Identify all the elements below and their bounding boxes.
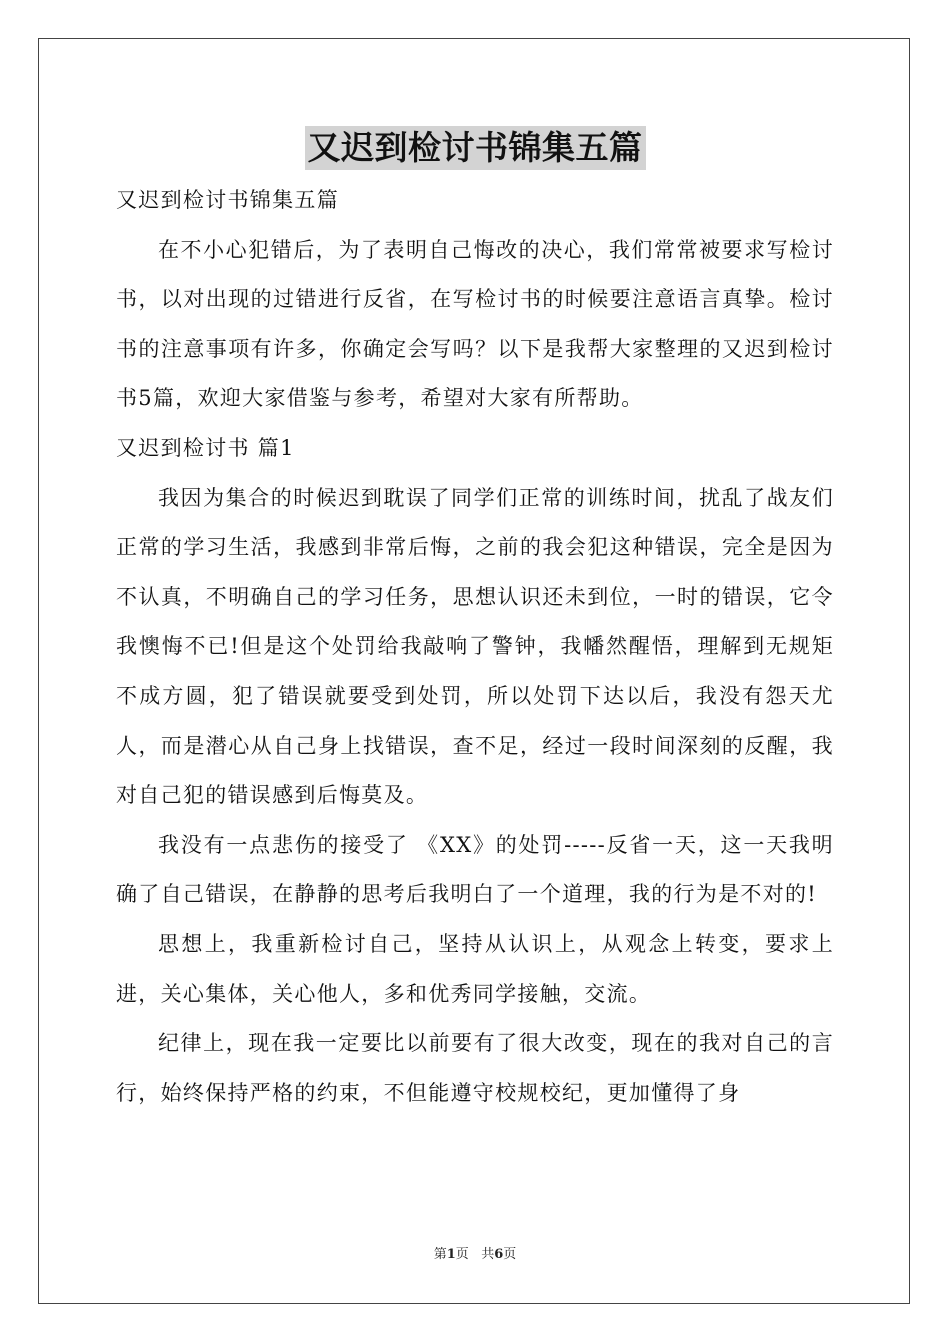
- page-current: 1: [446, 1247, 456, 1262]
- page-suffix: 页: [455, 1247, 469, 1262]
- page-total: 6: [494, 1247, 504, 1262]
- paragraph: 我没有一点悲伤的接受了 《XX》的处罚-----反省一天，这一天我明确了自己错误，在静静的思考后我明白了一个道理，我的行为是不对的!: [116, 832, 834, 907]
- section-heading: 又迟到检讨书 篇1: [116, 435, 295, 460]
- document-title: 又迟到检讨书锦集五篇: [305, 126, 646, 170]
- page-footer: [0, 1246, 950, 1264]
- paragraph-subtitle: 又迟到检讨书锦集五篇: [116, 188, 339, 212]
- paragraph: 纪律上，现在我一定要比以前要有了很大改变，现在的我对自己的言行，始终保持严格的约束，不但能遵守校规校纪，更加懂得了身: [116, 1031, 834, 1105]
- paragraph: 我因为集合的时候迟到耽误了同学们正常的训练时间，扰乱了战友们正常的学习生活，我感到非常后悔，之前的我会犯这种错误，完全是因为不认真，不明确自己的学习任务，思想认识还未到位，一时的错误，它令我懊悔不已!但是这个处罚给我敲响了警钟，我幡然醒悟，理解到无规矩不成方圆，犯了错误就要受到处罚，所以处罚下达以后，我没有怨天尤人，而是潜心从自己身上找错误，查不足，经过一段时间深刻的反醒，我对自己犯的错误感到后悔莫及。: [116, 485, 834, 808]
- total-prefix: 共: [481, 1247, 495, 1262]
- paragraph: 思想上，我重新检讨自己，坚持从认识上，从观念上转变，要求上进，关心集体，关心他人，多和优秀同学接触，交流。: [116, 931, 834, 1006]
- title-container: [0, 126, 950, 170]
- paragraph-intro: 在不小心犯错后，为了表明自己悔改的决心，我们常常被要求写检讨书，以对出现的过错进行反省，在写检讨书的时候要注意语言真挚。检讨书的注意事项有许多，你确定会写吗？以下是我帮大家整理的又迟到检讨书5篇，欢迎大家借鉴与参考，希望对大家有所帮助。: [116, 237, 834, 411]
- total-suffix: 页: [503, 1247, 517, 1262]
- page-prefix: 第: [433, 1247, 447, 1262]
- document-body: [116, 176, 834, 1118]
